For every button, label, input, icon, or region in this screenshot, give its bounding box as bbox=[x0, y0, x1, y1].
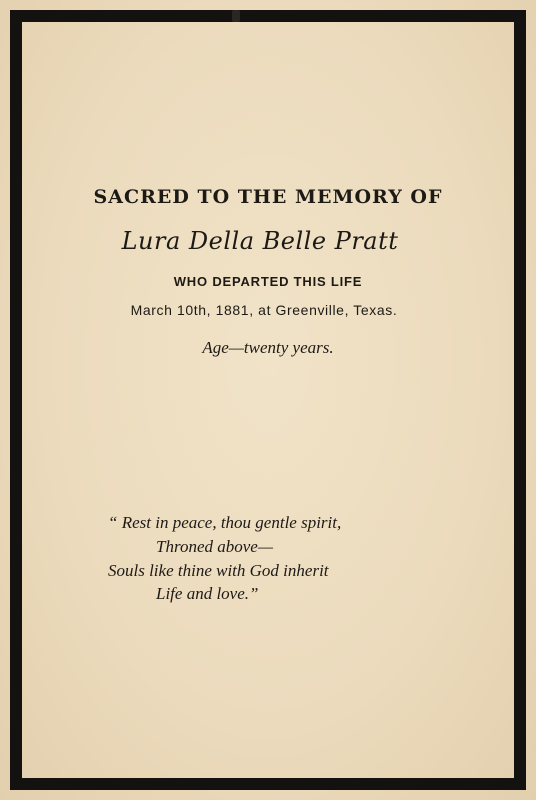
memorial-heading: SACRED TO THE MEMORY OF bbox=[93, 186, 443, 208]
deceased-name: Lura Della Belle Pratt bbox=[121, 227, 399, 255]
departed-line: WHO DEPARTED THIS LIFE bbox=[173, 274, 363, 289]
verse-line: Life and love.” bbox=[156, 584, 259, 603]
mourning-border bbox=[10, 10, 526, 790]
verse-line: “ Rest in peace, thou gentle spirit, bbox=[108, 513, 342, 532]
date-place-line: March 10th, 1881, at Greenville, Texas. bbox=[130, 302, 398, 318]
age-line: Age—twenty years. bbox=[202, 338, 334, 357]
verse-line: Throned above— bbox=[156, 537, 273, 556]
nail-hole bbox=[232, 10, 240, 22]
verse-line: Souls like thine with God inherit bbox=[108, 561, 329, 580]
